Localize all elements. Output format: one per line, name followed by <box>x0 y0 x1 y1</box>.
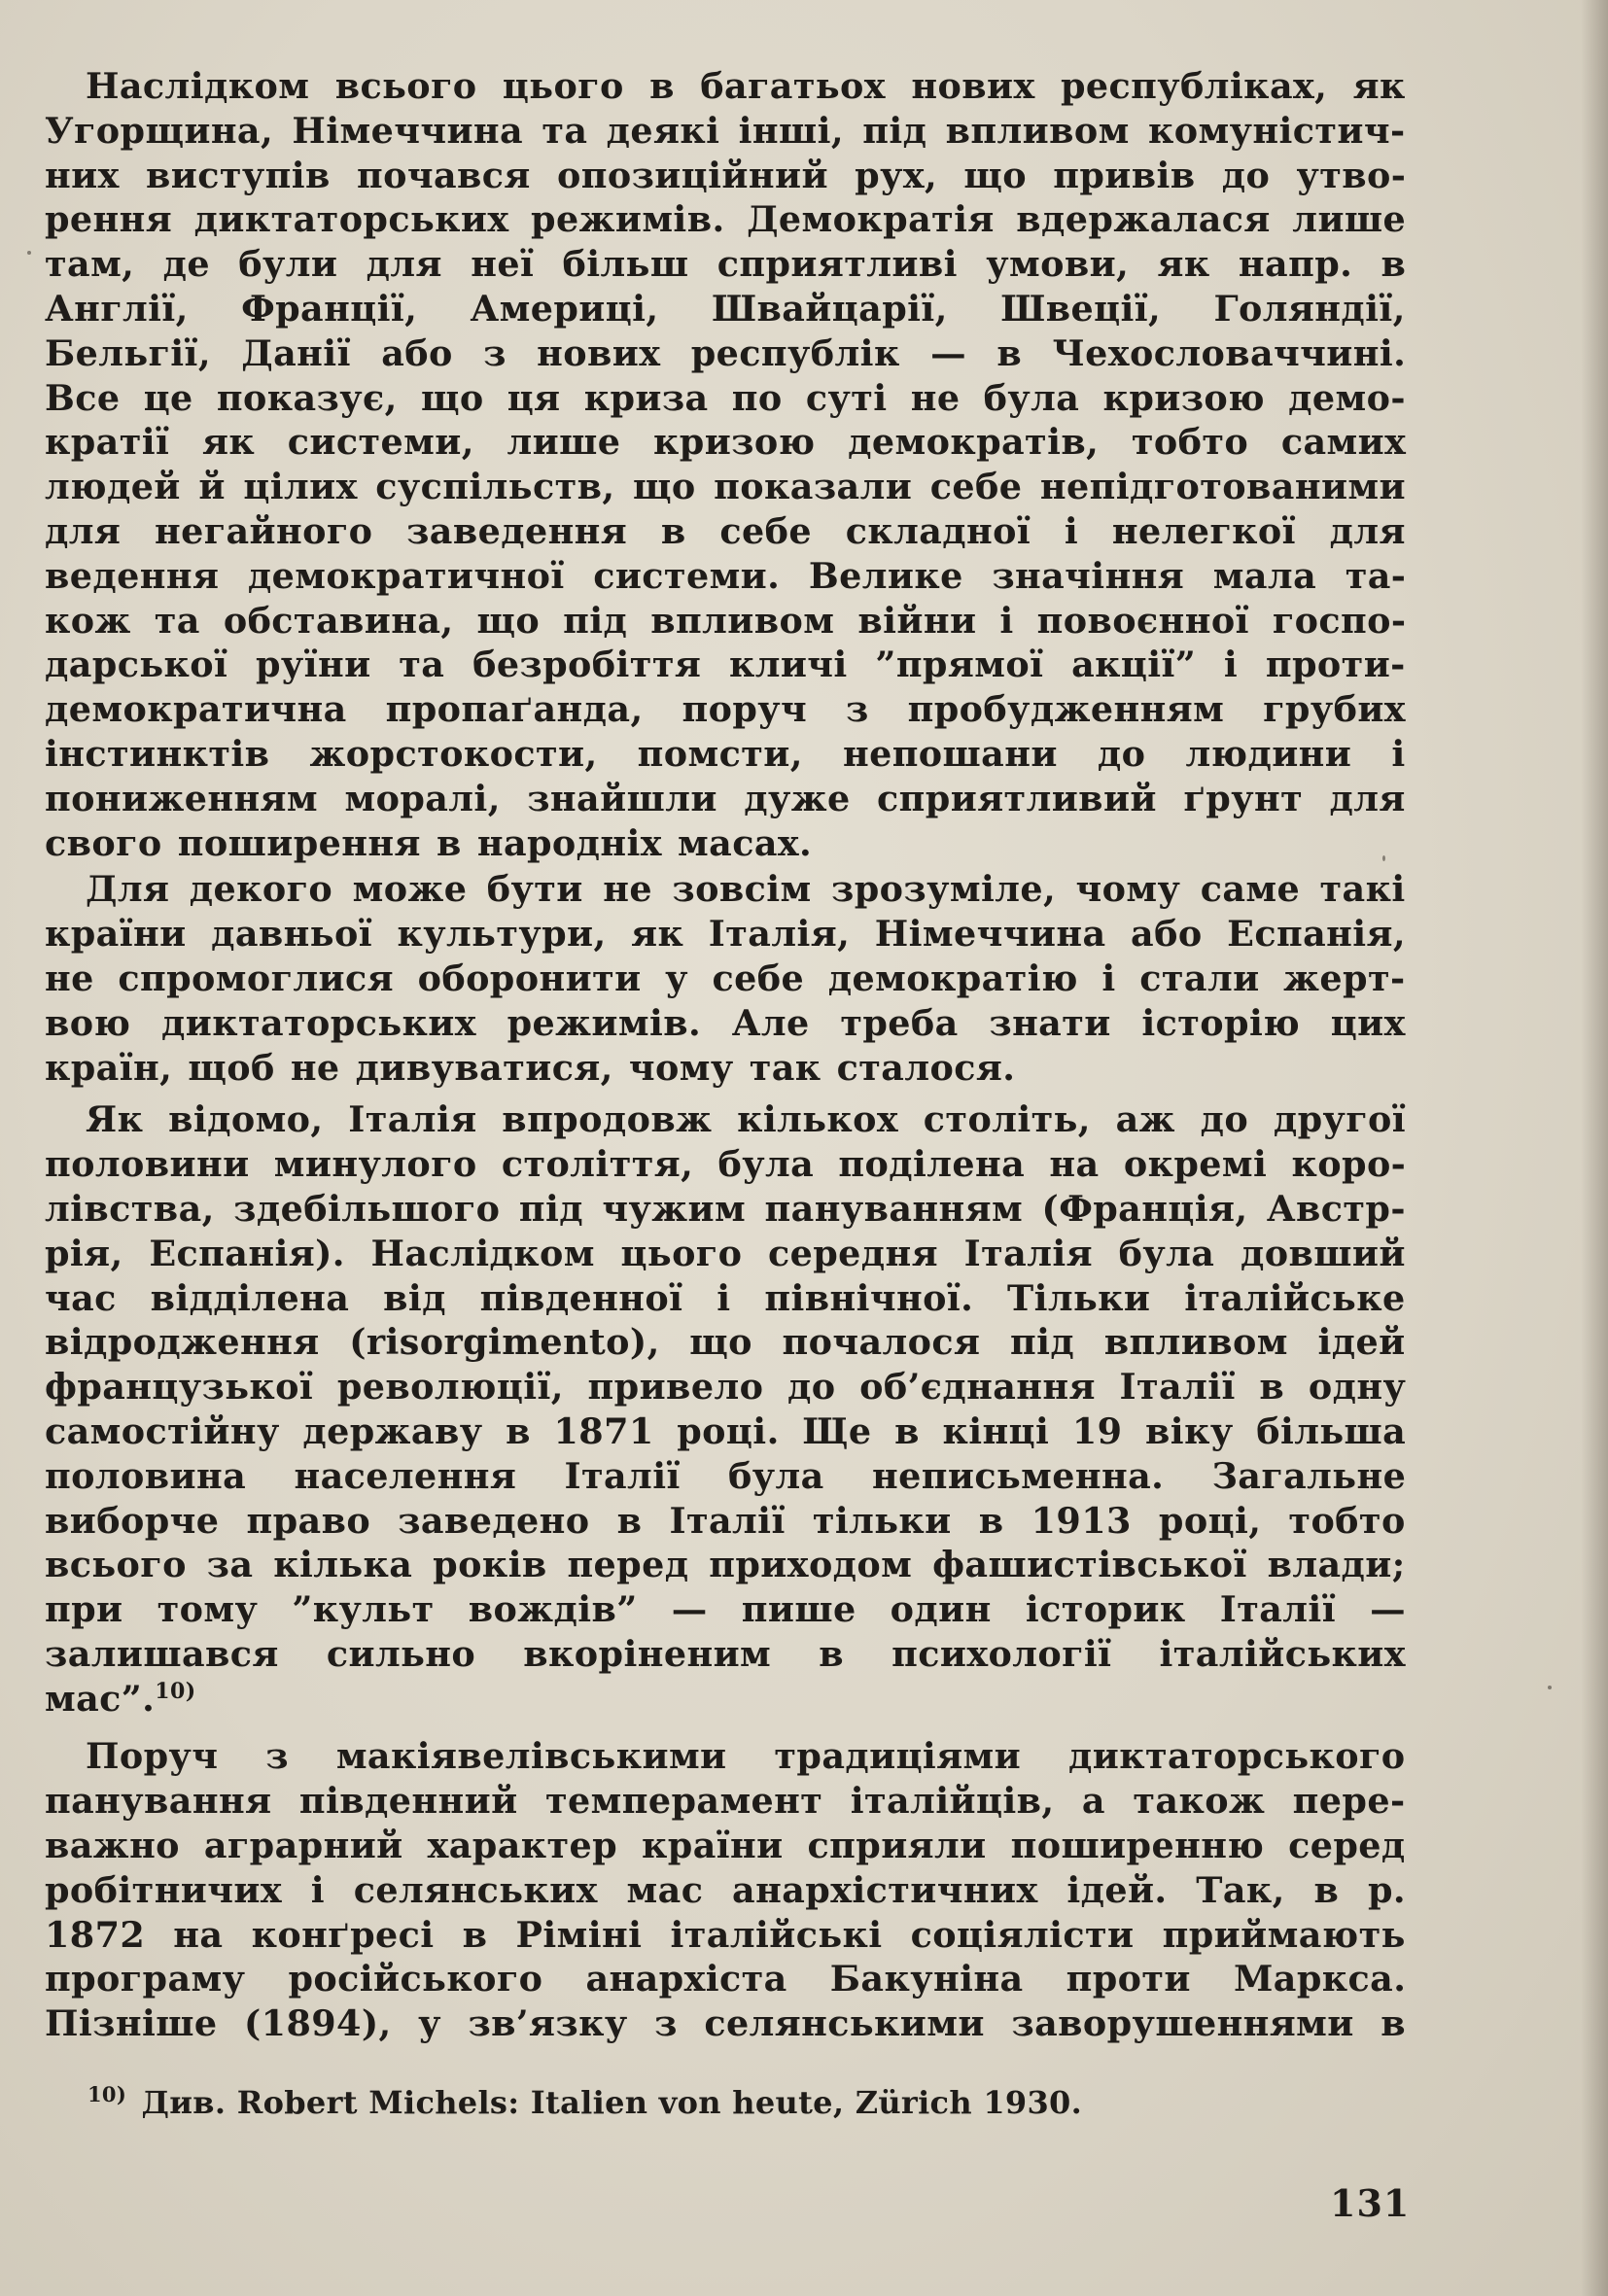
text-line: Як відомо, Італія впродовж кількох століть, аж до другої <box>86 1098 1407 1141</box>
text-line: робітничих і селянських мас анархістичних ідей. Так, в р. <box>45 1868 1406 1911</box>
ink-speck <box>1548 1686 1552 1689</box>
paragraph-4 <box>45 1734 1406 2046</box>
text-line: самостійну державу в 1871 році. Ще в кінці 19 віку більша <box>45 1409 1407 1452</box>
text-line: пониженням моралі, знайшли дуже сприятливий ґрунт для <box>45 777 1406 819</box>
text-line: дарської руїни та безробіття кличі ”прямої акції” і проти- <box>45 644 1406 686</box>
paragraph-2 <box>45 867 1406 1090</box>
text-line: кратії як системи, лише кризою демократів, тобто самих <box>45 421 1407 464</box>
text-line: всього за кілька років перед приходом фашистівської влади; <box>45 1544 1406 1586</box>
text-line: половини минулого століття, була поділена на окремі коро- <box>45 1143 1407 1186</box>
text-line: час відділена від південної і північної. Тільки італійське <box>45 1276 1406 1319</box>
text-line: них виступів почався опозиційний рух, що привів до утво- <box>45 154 1407 196</box>
ink-speck <box>27 251 31 255</box>
text-line: демократична пропаґанда, поруч з пробудженням грубих <box>45 688 1406 731</box>
text-line: свого поширення в народніх масах. <box>45 821 813 864</box>
text-line: вою диктаторських режимів. Але треба знати історію цих <box>45 1001 1406 1044</box>
text-line-end: мас”. <box>45 1677 156 1720</box>
paragraph-1 <box>45 64 1406 865</box>
text-line: Угорщина, Німеччина та деякі інші, під впливом комуністич- <box>45 109 1406 152</box>
text-line: ведення демократичної системи. Велике значіння мала та- <box>45 554 1407 597</box>
text-line: Пізніше (1894), у зв’язку з селянськими заворушеннями в <box>45 2002 1407 2045</box>
text-line: панування південний темперамент італійців, а також пере- <box>45 1780 1406 1823</box>
text-line-with-footnote-ref <box>45 1677 1406 1722</box>
paragraph-3 <box>45 1097 1406 1721</box>
footnote <box>87 2084 1082 2121</box>
footnote-reference: 10) <box>155 1678 196 1704</box>
text-line: рія, Еспанія). Наслідком цього середня Італія була довший <box>45 1232 1406 1274</box>
text-line: Поруч з макіявелівськими традиціями диктаторського <box>86 1735 1406 1778</box>
text-line: людей й цілих суспільств, що показали себе непідготованими <box>45 466 1406 508</box>
text-line: Для декого може бути не зовсім зрозуміле, чому саме такі <box>86 868 1406 911</box>
text-line: Наслідком всього цього в багатьох нових республіках, як <box>86 65 1406 107</box>
text-line: країн, щоб не дивуватися, чому так сталося. <box>45 1046 1016 1089</box>
text-line: інстинктів жорстокости, помсти, непошани до людини і <box>45 732 1406 775</box>
text-line: Бельгії, Данії або з нових республік — в Чехословаччині. <box>45 331 1407 374</box>
text-line: лівства, здебільшого під чужим пануванням (Франція, Австр- <box>45 1187 1406 1230</box>
text-line: половина населення Італії була неписьменна. Загальне <box>45 1454 1407 1497</box>
text-line: важно аграрний характер країни сприяли поширенню серед <box>45 1825 1406 1867</box>
text-line: виборче право заведено в Італії тільки в 1913 році, тобто <box>45 1499 1406 1542</box>
text-line: Все це показує, що ця криза по суті не була кризою демо- <box>45 376 1406 419</box>
body-text <box>45 64 1406 2054</box>
text-line: французької революції, привело до об’єднання Італії в одну <box>45 1366 1407 1409</box>
text-line: при тому ”культ вождів” — пише один історик Італії — <box>45 1588 1406 1631</box>
page-number: 131 <box>1330 2181 1411 2225</box>
text-line: програму російського анархіста Бакуніна проти Маркса. <box>45 1958 1407 2000</box>
text-line: залишався сильно вкоріненим в психології італійських <box>45 1632 1406 1675</box>
text-line: відродження (risorgimento), що почалося під впливом ідей <box>45 1321 1406 1364</box>
text-line: кож та обставина, що під впливом війни і повоєнної госпо- <box>45 599 1407 642</box>
text-line: там, де були для неї більш сприятливі умови, як напр. в <box>45 243 1407 286</box>
text-line: не спромоглися оборонити у себе демократію і стали жерт- <box>45 957 1406 999</box>
footnote-mark: 10) <box>87 2082 127 2107</box>
text-line: рення диктаторських режимів. Демократія вдержалася лише <box>45 198 1407 241</box>
text-line: для негайного заведення в себе складної і нелегкої для <box>45 509 1406 552</box>
text-line: 1872 на конґресі в Ріміні італійські соціялісти приймають <box>45 1913 1406 1956</box>
footnote-text: Див. Robert Michels: Italien von heute, Zürich 1930. <box>141 2084 1083 2121</box>
text-line: країни давньої культури, як Італія, Німеччина або Еспанія, <box>45 913 1406 956</box>
text-line: Англії, Франції, Америці, Швайцарії, Швеції, Голяндії, <box>45 287 1406 330</box>
